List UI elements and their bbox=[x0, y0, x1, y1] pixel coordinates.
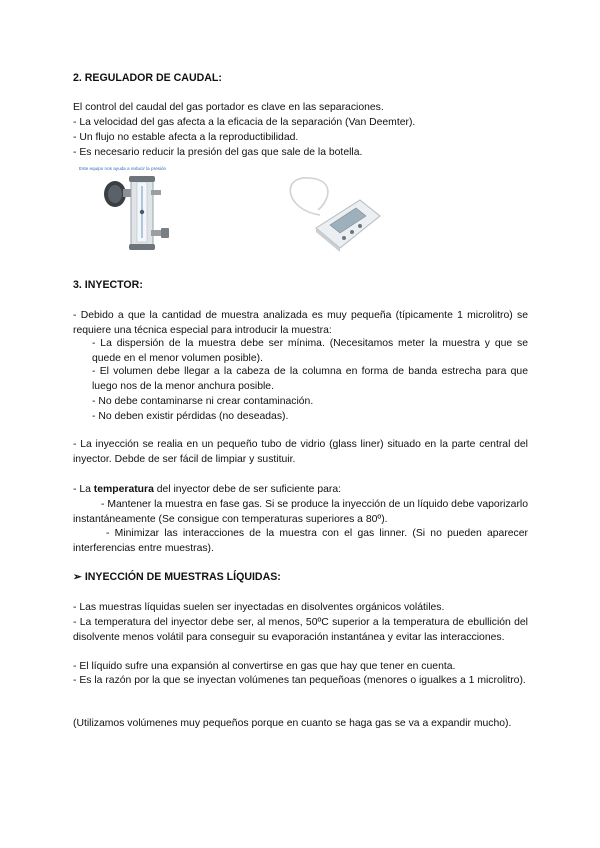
injector-paragraph: - Debido a que la cantidad de muestra analizada es muy pequeña (típicamente 1 microlitro) se requiere una técnica especial para introducir la muestra: bbox=[73, 310, 528, 336]
temperature-point: - Minimizar las interacciones de la muestra con el gas linner. (Si no pueden aparecer interferencias entre muestras). bbox=[73, 528, 528, 554]
injector-bullet: - No debe contaminarse ni crear contaminación. bbox=[92, 396, 314, 407]
section-2-line: - La velocidad del gas afecta a la eficacia de la separación (Van Deemter). bbox=[73, 117, 416, 128]
liquid-note: (Utilizamos volúmenes muy pequeños porque en cuanto se haga gas se va a expandir mucho). bbox=[73, 718, 512, 729]
injector-bullet: - La dispersión de la muestra debe ser mínima. (Necesitamos meter la muestra y que se quede en el menor volumen posible). bbox=[92, 338, 528, 364]
temperature-suffix: del inyector debe de ser suficiente para: bbox=[153, 484, 342, 495]
liquid-line: - Es la razón por la que se inyectan volúmenes tan pequeñoas (menores o igualkes a 1 microlitro). bbox=[73, 675, 526, 686]
glass-liner-paragraph: - La inyección se realia en un pequeño tubo de vidrio (glass liner) situado en la parte central del inyector. Debde de ser fácil de limpiar y sustituir. bbox=[73, 439, 528, 465]
liquid-line: - Las muestras líquidas suelen ser inyectadas en disolventes orgánicos volátiles. bbox=[73, 602, 445, 613]
section-3-heading: 3. INYECTOR: bbox=[73, 279, 143, 291]
section-2-line: El control del caudal del gas portador es clave en las separaciones. bbox=[73, 102, 384, 113]
injector-bullet: - No deben existir pérdidas (no deseadas). bbox=[92, 411, 289, 422]
digital-flowmeter-illustration bbox=[280, 170, 390, 255]
section-2-heading: 2. REGULADOR DE CAUDAL: bbox=[73, 72, 222, 84]
temperature-bold: temperatura bbox=[93, 484, 154, 495]
liquid-line: - La temperatura del inyector debe ser, al menos, 50ºC superior a la temperatura de ebullición del disolvente menos volátil para conseguir su evaporación instantánea y evitar las interacciones. bbox=[73, 617, 528, 643]
flow-regulator-illustration bbox=[95, 172, 175, 257]
temperature-prefix: - La bbox=[73, 484, 94, 495]
liquid-injection-heading: ➢ INYECCIÓN DE MUESTRAS LÍQUIDAS: bbox=[73, 571, 281, 583]
section-2-line: - Es necesario reducir la presión del gas que sale de la botella. bbox=[73, 147, 363, 158]
temperature-paragraph bbox=[73, 482, 528, 497]
temperature-point: - Mantener la muestra en fase gas. Si se produce la inyección de un líquido debe vaporizarlo instantáneamente (Se consigue con temperaturas superiores a 80º). bbox=[73, 499, 528, 525]
figure-caption: Este equipo nos ayuda a reducir la presión bbox=[79, 166, 167, 171]
injector-bullet: - El volumen debe llegar a la cabeza de la columna en forma de banda estrecha para que luego nos de la menor anchura posible. bbox=[92, 366, 528, 392]
liquid-line: - El líquido sufre una expansión al convertirse en gas que hay que tener en cuenta. bbox=[73, 661, 456, 672]
section-2-line: - Un flujo no estable afecta a la reproductibilidad. bbox=[73, 132, 299, 143]
